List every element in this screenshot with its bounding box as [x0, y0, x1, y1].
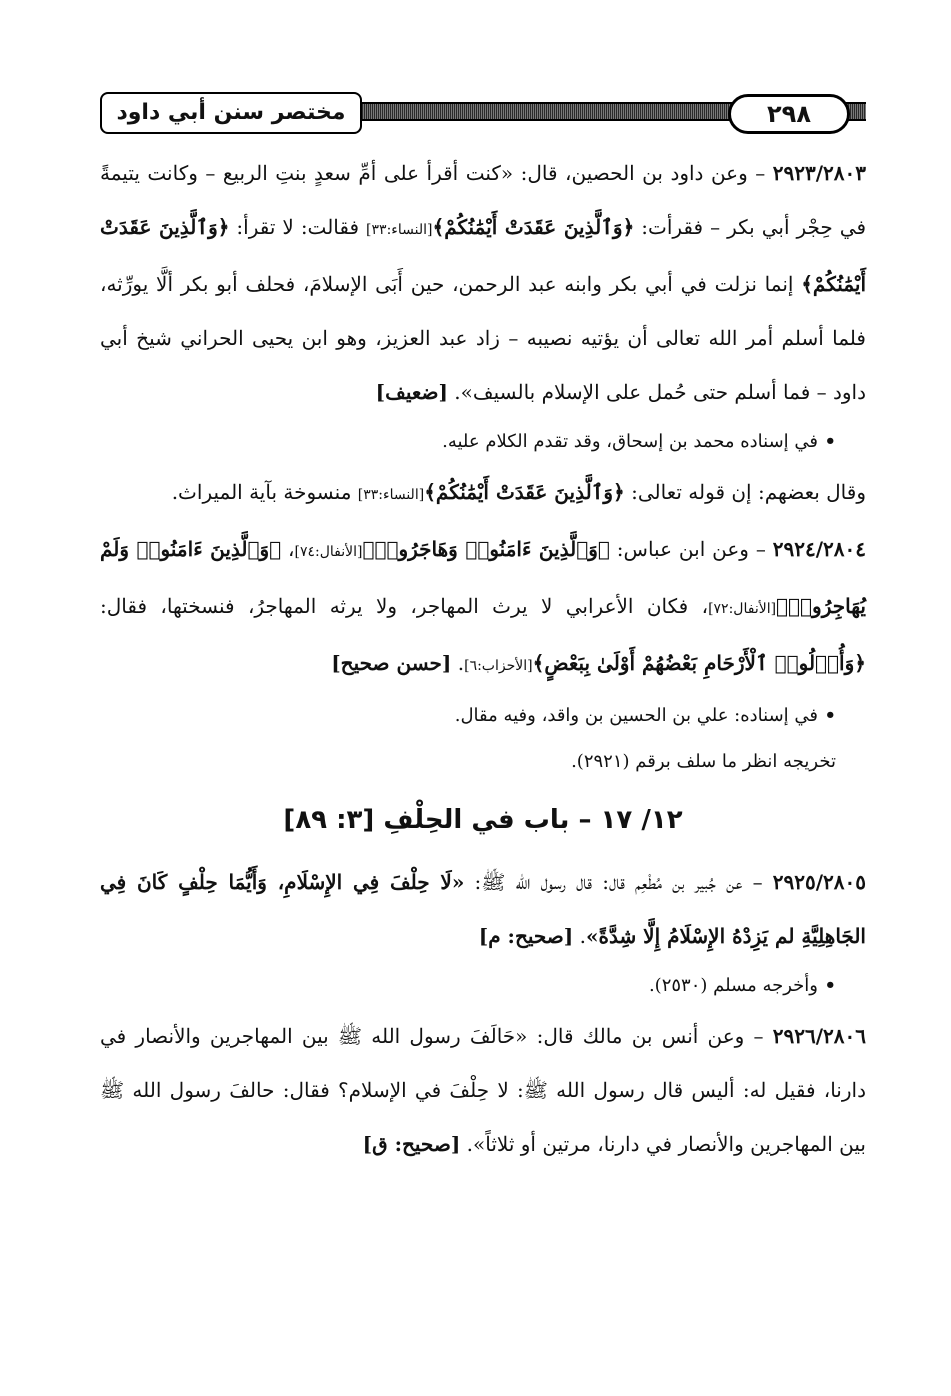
hadith-text: . [451, 651, 465, 675]
book-page [100, 82, 866, 1332]
verse-reference: [الأحزاب:٦] [464, 658, 533, 674]
footnote-text: في إسناده محمد بن إسحاق، وقد تقدم الكلام عليه. [442, 431, 818, 452]
hadith-2923 [100, 146, 866, 419]
hadith-text: – وعن ابن عباس: [609, 537, 773, 561]
quran-verse: ﴿وَٱلَّذِينَ عَقَدَتْ أَيْمَٰنُكُمْ﴾ [432, 215, 635, 239]
hadith-text: ، [281, 537, 295, 561]
verse-reference: [النساء:٣٣] [357, 487, 425, 503]
hadith-grade: [حسن صحيح] [331, 651, 452, 675]
book-title: مختصر سنن أبي داود [100, 92, 362, 134]
quran-verse: ﴿وَٱلَّذِينَ ءَامَنُوا۟ وَهَاجَرُوا۟﴾ [362, 537, 610, 561]
hadith-text: فقالت: لا تقرأ: [229, 215, 367, 239]
verse-reference: [الأنفال:٧٤] [294, 544, 363, 560]
verse-reference: [الأنفال:٧٢] [708, 601, 777, 617]
bullet-icon: • [824, 975, 836, 996]
commentary-text: منسوخة بآية الميراث. [171, 480, 358, 504]
hadith-grade: [صحيح: م] [478, 924, 574, 948]
hadith-text: – عن جُبير بن مُطْعِم قال: قال رسول الله ﷺ: [464, 870, 773, 894]
hadith-text: . [573, 924, 586, 948]
footnote [100, 419, 866, 465]
hadith-text: – وعن داود بن الحصين، قال: «كنت أقرأ على أمِّ سعدٍ بنتِ الربيع – وكانت يتيمةً في حِجْر أبي بكر – فقرأت: [100, 161, 866, 239]
page-body [100, 146, 866, 1171]
page-number: ٢٩٨ [728, 94, 850, 134]
footnote [100, 693, 866, 739]
commentary [100, 465, 866, 522]
chapter-heading: ١٢/ ١٧ – باب في الحِلْفِ [٣: ٨٩] [283, 805, 683, 835]
footnote-text: وأخرجه مسلم (٢٥٣٠). [648, 975, 818, 996]
commentary-text: وقال بعضهم: إن قوله تعالى: [624, 480, 866, 504]
bullet-icon: • [824, 705, 836, 726]
hadith-2926 [100, 1009, 866, 1171]
quran-verse: ﴿وَٱلَّذِينَ عَقَدَتْ أَيْمَٰنُكُمْ﴾ [100, 215, 866, 296]
hadith-grade: [صحيح: ق] [362, 1132, 461, 1156]
bullet-icon: • [824, 431, 836, 452]
takhrij-note: تخريجه انظر ما سلف برقم (٢٩٢١). [571, 751, 836, 772]
quran-verse: ﴿وَٱلَّذِينَ ءَامَنُوا۟ وَلَمْ يُهَاجِرُوا۟﴾ [100, 537, 866, 618]
hadith-grade: [ضعيف] [375, 380, 448, 404]
hadith-text: إنما نزلت في أبي بكر وابنه عبد الرحمن، حين أَبَى الإسلامَ، فحلف أبو بكر ألَّا يورِّثه، فلما أسلم أمر الله تعالى أن يؤتيه نصيبه – زاد عبد العزيز، وهو ابن يحيى الحراني شيخ أبي داود – فما أسلم حتى حُمل على الإسلام بالسيف». [100, 272, 866, 404]
hadith-2925 [100, 855, 866, 963]
page-header [100, 82, 866, 142]
footnote [100, 963, 866, 1009]
quran-verse: ﴿وَٱلَّذِينَ عَقَدَتْ أَيْمَٰنُكُمْ﴾ [424, 480, 625, 504]
prophetic-quote: «لَا حِلْفَ فِي الإِسْلَامِ، وَأَيُّمَا حِلْفٍ كَانَ فِي الجَاهِلِيَّةِ لم يَزِدْهُ الإِسْلَامُ إِلَّا شِدَّةً» [100, 870, 866, 948]
hadith-number: ٢٩٢٥/٢٨٠٥ [772, 870, 866, 894]
hadith-number: ٢٩٢٦/٢٨٠٦ [772, 1024, 867, 1048]
hadith-text: ، فكان الأعرابي لا يرث المهاجر، ولا يرثه المهاجرُ، فنسختها، فقال: [100, 594, 709, 618]
hadith-number: ٢٩٢٤/٢٨٠٤ [772, 537, 866, 561]
footnote-text: في إسناده: علي بن الحسين بن واقد، وفيه مقال. [454, 705, 818, 726]
hadith-number: ٢٩٢٣/٢٨٠٣ [772, 161, 866, 185]
hadith-2924 [100, 522, 866, 693]
verse-reference: [النساء:٣٣] [366, 222, 433, 238]
quran-verse: ﴿وَأُو۟لُوا۟ ٱلْأَرْحَامِ بَعْضُهُمْ أَوْلَىٰ بِبَعْضٍ﴾ [532, 651, 866, 675]
hadith-text: – وعن أنس بن مالك قال: «حَالَفَ رسول الله ﷺ بين المهاجرين والأنصار في دارنا، فقيل له: أليس قال رسول الله ﷺ: لا حِلْفَ في الإسلام؟ فقال: حالفَ رسول الله ﷺ بين المهاجرين والأنصار في دارنا، مرتين أو ثلاثاً». [100, 1024, 866, 1156]
